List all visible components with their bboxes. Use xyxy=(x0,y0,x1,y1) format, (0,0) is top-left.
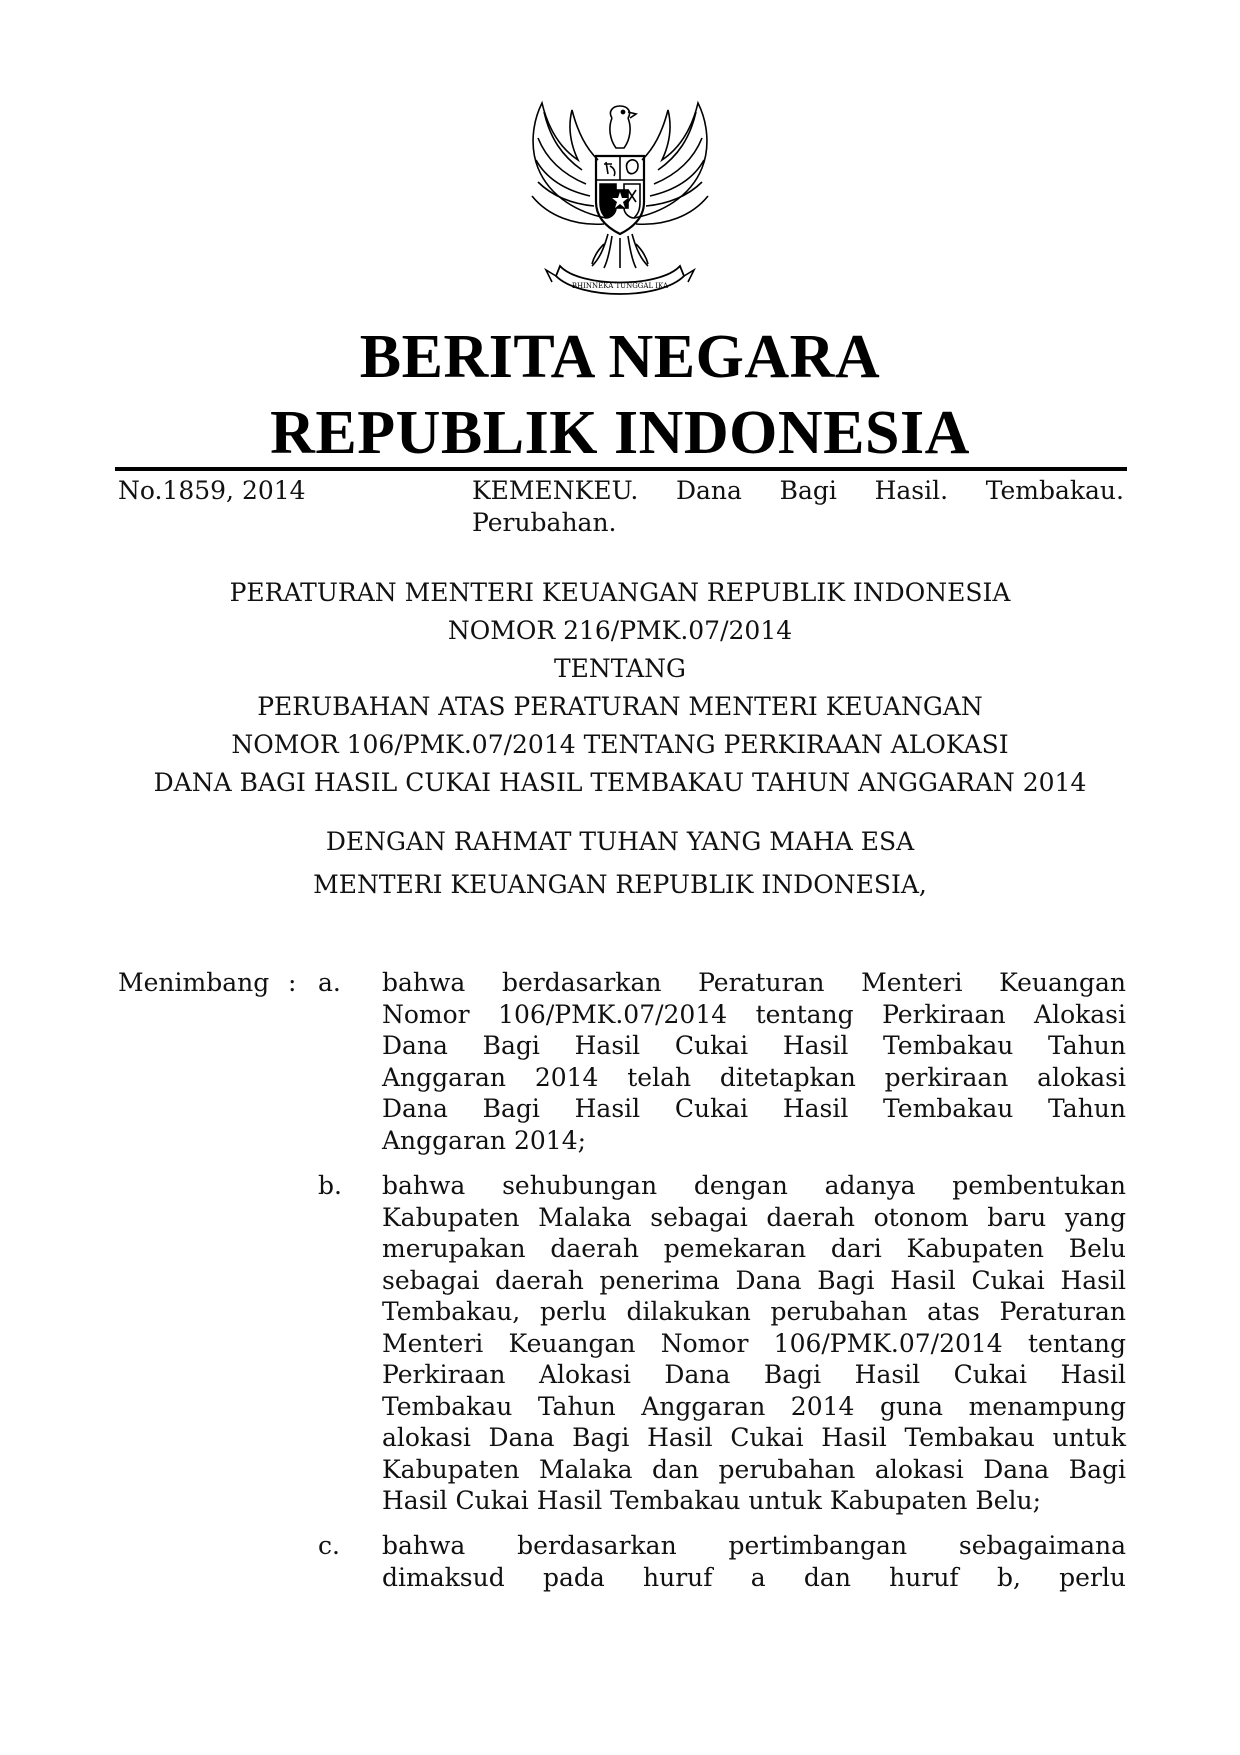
gazette-number: No.1859, 2014 xyxy=(118,476,306,505)
paragraph-line: Dana Bagi Hasil Cukai Hasil Tembakau Tahun xyxy=(382,1031,1126,1060)
considerations-label xyxy=(118,967,297,999)
paragraph-line: Anggaran 2014 telah ditetapkan perkiraan alokasi xyxy=(382,1062,1126,1092)
title-line: NOMOR 106/PMK.07/2014 TENTANG PERKIRAAN ALOKASI xyxy=(231,730,1009,759)
paragraph-line: Tembakau, perlu dilakukan perubahan atas Peraturan xyxy=(382,1297,1126,1326)
regulation-title xyxy=(100,574,1140,802)
title-line: PERATURAN MENTERI KEUANGAN REPUBLIK INDONESIA xyxy=(229,578,1011,607)
paragraph-line: Kabupaten Malaka dan perubahan alokasi Dana Bagi xyxy=(382,1454,1126,1484)
paragraph-line: bahwa berdasarkan Peraturan Menteri Keuangan xyxy=(382,968,1126,997)
subject-word: Bagi xyxy=(779,476,837,505)
paragraph-line: Nomor 106/PMK.07/2014 tentang Perkiraan Alokasi xyxy=(382,999,1126,1029)
subject-word: Tembakau. xyxy=(985,476,1124,505)
considerations-label-text: Menimbang xyxy=(118,968,270,997)
subject-line-1 xyxy=(472,475,1124,507)
garuda-emblem-svg xyxy=(520,98,720,308)
item-paragraph xyxy=(382,967,1126,1156)
item-paragraph xyxy=(382,1170,1126,1517)
subject-word: Hasil. xyxy=(874,476,949,505)
paragraph-line: Anggaran 2014; xyxy=(382,1125,587,1155)
subject-line-2: Perubahan. xyxy=(472,507,617,537)
garuda-pancasila-emblem xyxy=(520,98,720,308)
paragraph-line: bahwa sehubungan dengan adanya pembentukan xyxy=(382,1171,1126,1200)
invocation: DENGAN RAHMAT TUHAN YANG MAHA ESA xyxy=(325,827,915,856)
paragraph-line: Kabupaten Malaka sebagai daerah otonom baru yang xyxy=(382,1202,1126,1232)
paragraph-line: merupakan daerah pemekaran dari Kabupaten Belu xyxy=(382,1234,1126,1263)
masthead-line-1: BERITA NEGARA xyxy=(359,323,881,391)
paragraph-line: alokasi Dana Bagi Hasil Cukai Hasil Tembakau untuk xyxy=(382,1423,1126,1452)
paragraph-line: Hasil Cukai Hasil Tembakau untuk Kabupaten Belu; xyxy=(382,1486,1042,1515)
paragraph-line: Dana Bagi Hasil Cukai Hasil Tembakau Tahun xyxy=(382,1094,1126,1123)
considerations-colon: : xyxy=(288,968,297,997)
subject-word: Dana xyxy=(675,476,742,505)
paragraph-line: Menteri Keuangan Nomor 106/PMK.07/2014 tentang xyxy=(382,1328,1126,1358)
paragraph-line: bahwa berdasarkan pertimbangan sebagaimana xyxy=(382,1531,1126,1560)
emblem-motto: BHINNEKA TUNGGAL IKA xyxy=(571,282,669,290)
paragraph-line: sebagai daerah penerima Dana Bagi Hasil Cukai Hasil xyxy=(382,1265,1126,1295)
paragraph-line: Tembakau Tahun Anggaran 2014 guna menampung xyxy=(382,1391,1126,1421)
item-paragraph xyxy=(382,1530,1126,1593)
item-letter: b. xyxy=(318,1171,342,1200)
invocation-block xyxy=(100,820,1140,906)
masthead-line-2: REPUBLIK INDONESIA xyxy=(270,399,970,467)
item-letter: c. xyxy=(318,1531,340,1560)
paragraph-line: dimaksud pada huruf a dan huruf b, perlu xyxy=(382,1562,1126,1592)
subject-word: KEMENKEU. xyxy=(472,476,639,505)
paragraph-line: Perkiraan Alokasi Dana Bagi Hasil Cukai Hasil xyxy=(382,1360,1126,1389)
title-line: NOMOR 216/PMK.07/2014 xyxy=(447,616,793,645)
issuer: MENTERI KEUANGAN REPUBLIK INDONESIA, xyxy=(313,870,927,899)
title-line: PERUBAHAN ATAS PERATURAN MENTERI KEUANGAN xyxy=(257,692,983,721)
masthead-rule xyxy=(115,467,1127,471)
gazette-subject xyxy=(472,475,1124,538)
title-line: TENTANG xyxy=(553,654,686,683)
title-line: DANA BAGI HASIL CUKAI HASIL TEMBAKAU TAHUN ANGGARAN 2014 xyxy=(153,768,1087,797)
item-letter: a. xyxy=(318,968,341,997)
